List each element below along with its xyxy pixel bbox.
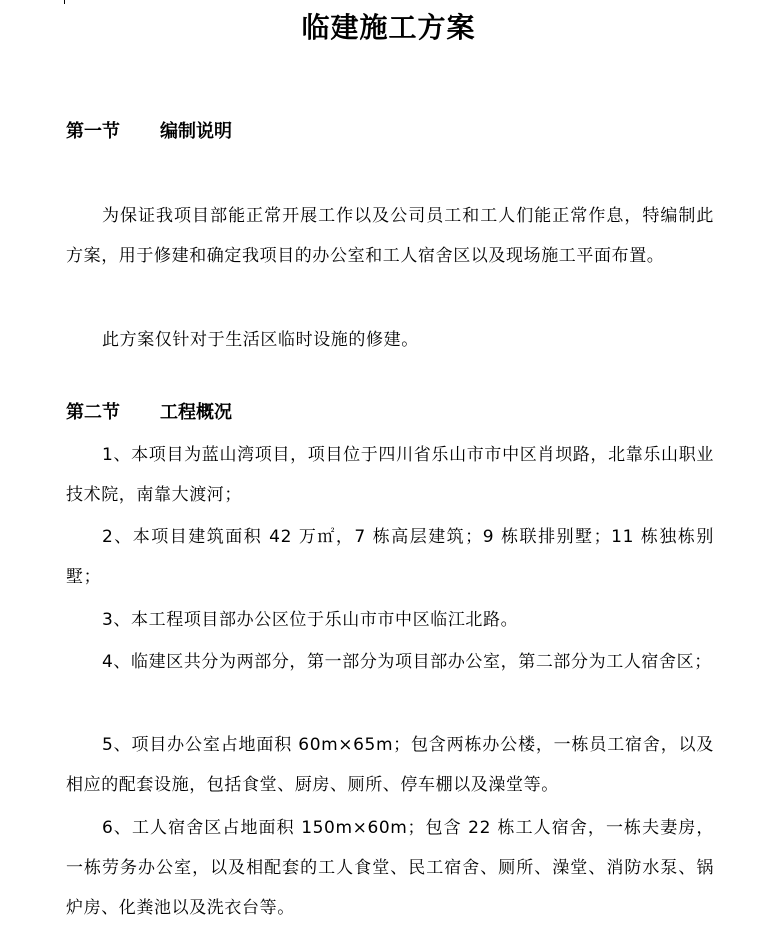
list-item: 5、项目办公室占地面积 60m×65m；包含两栋办公楼，一栋员工宿舍，以及相应的配套设施，包括食堂、厨房、厕所、停车棚以及澡堂等。	[66, 735, 714, 795]
paragraph: 此方案仅针对于生活区临时设施的修建。	[102, 330, 419, 350]
list-item: 4、临建区共分为两部分，第一部分为项目部办公室，第二部分为工人宿舍区；	[102, 652, 712, 672]
list-item: 6、工人宿舍区占地面积 150m×60m；包含 22 栋工人宿舍，一栋夫妻房，一栋劳务办公室，以及相配套的工人食堂、民工宿舍、厕所、澡堂、消防水泵、锅炉房、化粪池以及洗衣台等。	[66, 818, 714, 918]
section-title: 工程概况	[160, 402, 232, 423]
list-item: 3、本工程项目部办公区位于乐山市市中区临江北路。	[102, 610, 519, 630]
document-title: 临建施工方案	[301, 11, 476, 44]
list-item: 1、本项目为蓝山湾项目，项目位于四川省乐山市市中区肖坝路，北靠乐山职业技术院，南靠大渡河；	[66, 445, 714, 505]
section-heading-1	[66, 119, 232, 145]
section-number: 第一节	[66, 121, 120, 142]
list-item: 2、本项目建筑面积 42 万㎡，7 栋高层建筑；9 栋联排别墅；11 栋独栋别墅；	[66, 527, 714, 587]
page-corner-mark	[64, 0, 65, 4]
paragraph: 为保证我项目部能正常开展工作以及公司员工和工人们能正常作息，特编制此方案，用于修建和确定我项目的办公室和工人宿舍区以及现场施工平面布置。	[66, 206, 714, 266]
section-heading-2	[66, 400, 232, 426]
section-title: 编制说明	[160, 121, 232, 142]
section-number: 第二节	[66, 402, 120, 423]
